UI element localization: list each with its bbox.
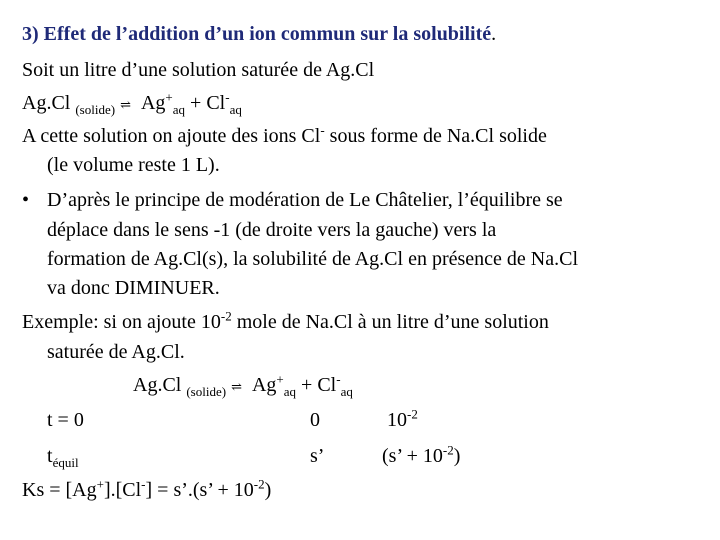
eq2-equilibrium-arrow: ⇌ xyxy=(231,379,242,394)
ks-a: Ks = [Ag xyxy=(22,479,97,501)
example-line-2: saturée de Ag.Cl. xyxy=(47,341,185,363)
eq2-ag-state: aq xyxy=(283,384,297,399)
eq1-ag-charge: + xyxy=(165,89,173,105)
t0-cl-value xyxy=(387,408,418,432)
addition-line-1 xyxy=(22,124,547,148)
teq-label xyxy=(47,444,79,468)
addition-text-b: sous forme de Na.Cl solide xyxy=(324,125,547,147)
bullet-line-1: D’après le principe de modération de Le Châtelier, l’équilibre se xyxy=(47,189,563,211)
teq-label-sub: équil xyxy=(52,455,79,470)
ks-ag-charge: + xyxy=(96,476,104,492)
addition-text-a: A cette solution on ajoute des ions Cl xyxy=(22,125,321,147)
bullet-line-4: va donc DIMINUER. xyxy=(47,277,220,299)
section-title xyxy=(22,22,496,46)
example-line-1 xyxy=(22,310,549,334)
eq2-cl: Cl xyxy=(317,374,337,396)
eq1-cl-charge: - xyxy=(225,89,230,105)
eq1-plus: + xyxy=(190,92,202,114)
section-title-period: . xyxy=(491,23,497,45)
eq1-left: Ag.Cl xyxy=(22,92,71,114)
ks-d: ) xyxy=(264,479,272,501)
teq-cl-value xyxy=(382,444,460,468)
eq1-left-state: (solide) xyxy=(75,102,116,117)
eq2-left: Ag.Cl xyxy=(133,374,182,396)
ks-exponent: -2 xyxy=(253,476,265,492)
eq2-cl-charge: - xyxy=(336,371,341,387)
ks-cl-charge: - xyxy=(141,476,146,492)
eq2-ag-charge: + xyxy=(276,371,284,387)
equation-1 xyxy=(22,91,242,117)
addition-line-2: (le volume reste 1 L). xyxy=(47,154,220,176)
eq2-cl-state: aq xyxy=(340,384,353,399)
intro-line: Soit un litre d’une solution saturée de Ag.Cl xyxy=(22,59,375,81)
t0-label: t = 0 xyxy=(47,409,84,431)
eq2-plus: + xyxy=(301,374,313,396)
eq2-left-state: (solide) xyxy=(186,384,227,399)
teq-cl-exponent: -2 xyxy=(442,442,454,458)
equation-2 xyxy=(133,373,353,399)
t0-ag-value: 0 xyxy=(310,409,320,431)
section-title-text: 3) Effet de l’addition d’un ion commun sur la solubilité xyxy=(22,23,492,45)
ks-expression xyxy=(22,478,271,502)
eq2-ag: Ag xyxy=(251,374,277,396)
ks-b: ].[Cl xyxy=(103,479,142,501)
teq-label-t: t xyxy=(47,445,53,467)
t0-cl-base: 10 xyxy=(387,409,407,431)
example-text-b: mole de Na.Cl à un litre d’une solution xyxy=(231,311,549,333)
eq1-equilibrium-arrow: ⇌ xyxy=(120,97,131,112)
teq-ag-value: s’ xyxy=(310,445,325,467)
bullet-line-3: formation de Ag.Cl(s), la solubilité de Ag.Cl en présence de Na.Cl xyxy=(47,248,578,270)
eq1-ag-state: aq xyxy=(172,102,186,117)
eq1-cl-state: aq xyxy=(229,102,242,117)
addition-chloride-charge: - xyxy=(320,122,325,138)
bullet-line-2: déplace dans le sens -1 (de droite vers la gauche) vers la xyxy=(47,219,497,241)
eq1-ag: Ag xyxy=(140,92,166,114)
teq-cl-a: (s’ + 10 xyxy=(382,445,443,467)
bullet-symbol: • xyxy=(22,189,30,211)
ks-c: ] = s’.(s’ + 10 xyxy=(145,479,254,501)
t0-cl-exponent: -2 xyxy=(407,406,418,422)
example-exponent: -2 xyxy=(220,308,232,324)
eq1-cl: Cl xyxy=(206,92,226,114)
example-text-a: Exemple: si on ajoute 10 xyxy=(22,311,221,333)
teq-cl-b: ) xyxy=(453,445,461,467)
